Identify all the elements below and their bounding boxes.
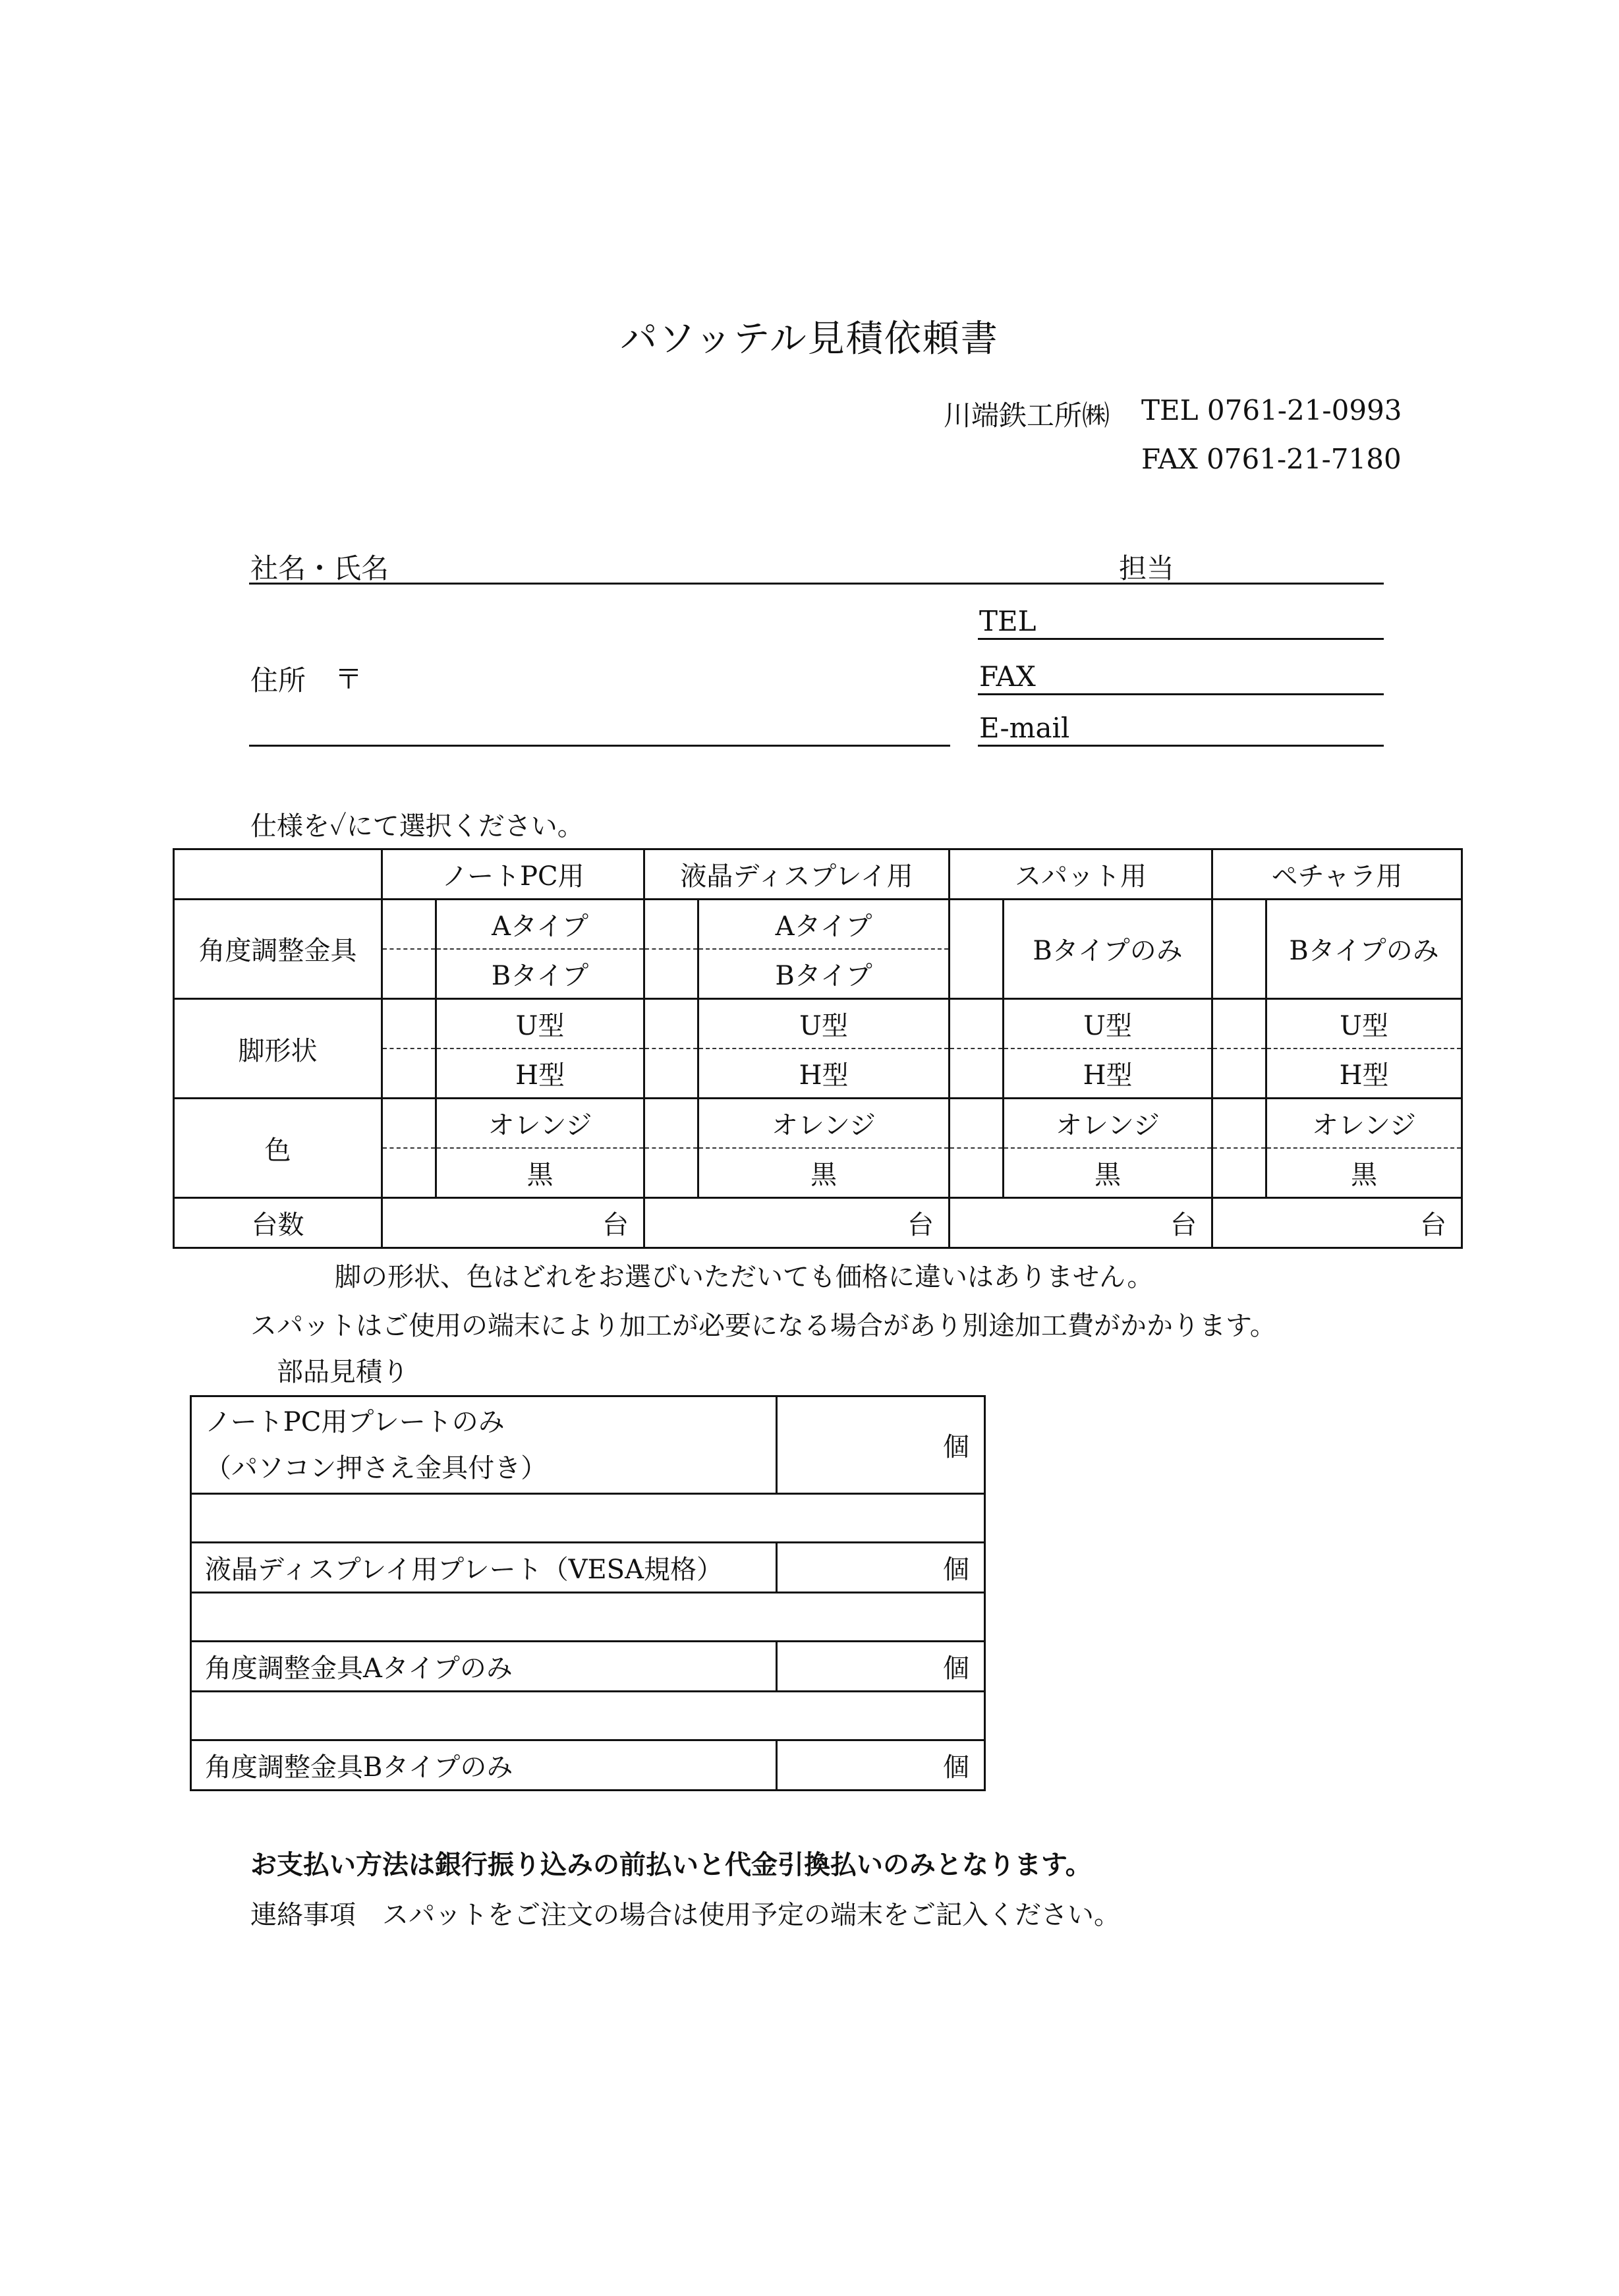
parts-heading: 部品見積り — [277, 1357, 409, 1387]
company-name-field[interactable] — [249, 583, 1384, 585]
checkbox-notepc-h[interactable] — [382, 1048, 436, 1099]
checkbox-lcd-a[interactable] — [644, 899, 698, 949]
row-leg-label: 脚形状 — [174, 998, 382, 1098]
checkbox-lcd-black[interactable] — [644, 1148, 698, 1198]
address-field[interactable] — [249, 745, 950, 747]
checkbox-spat-u[interactable] — [950, 998, 1004, 1048]
checkbox-notepc-orange[interactable] — [382, 1099, 436, 1149]
tel-field[interactable] — [978, 638, 1384, 640]
checkbox-pechara-h[interactable] — [1212, 1048, 1266, 1099]
col-lcd: 液晶ディスプレイ用 — [644, 849, 950, 900]
spat-orange: オレンジ — [1004, 1099, 1212, 1149]
pechara-h: H型 — [1266, 1048, 1462, 1099]
col-notepc: ノートPC用 — [382, 849, 644, 900]
col-spat: スパット用 — [950, 849, 1212, 900]
checkbox-notepc-black[interactable] — [382, 1148, 436, 1198]
checkbox-spat-h[interactable] — [950, 1048, 1004, 1099]
pechara-u: U型 — [1266, 998, 1462, 1048]
qty-notepc[interactable]: 台 — [382, 1198, 644, 1248]
lcd-h: H型 — [698, 1048, 950, 1099]
col-pechara: ペチャラ用 — [1212, 849, 1462, 900]
notepc-b-type: Bタイプ — [436, 949, 644, 999]
notepc-h: H型 — [436, 1048, 644, 1099]
company-name: 川端鉄工所㈱ — [944, 399, 1110, 432]
part-notepc-line1: ノートPC用プレートのみ — [205, 1406, 505, 1437]
company-tel: TEL 0761-21-0993 — [1141, 394, 1402, 426]
postal-mark: 〒 — [335, 663, 363, 695]
pechara-black: 黒 — [1266, 1148, 1462, 1198]
pechara-orange: オレンジ — [1266, 1099, 1462, 1149]
row-qty-label: 台数 — [174, 1198, 382, 1248]
checkbox-pechara-black[interactable] — [1212, 1148, 1266, 1198]
tanto-label: 担当 — [1119, 552, 1175, 585]
notepc-u: U型 — [436, 998, 644, 1048]
spec-header-blank — [174, 849, 382, 900]
payment-note: お支払い方法は銀行振り込みの前払いと代金引換払いのみとなります。 — [250, 1849, 1092, 1880]
spat-black: 黒 — [1004, 1148, 1212, 1198]
row-angle-label: 角度調整金具 — [174, 899, 382, 998]
checkbox-spat-orange[interactable] — [950, 1099, 1004, 1149]
qty-pechara[interactable]: 台 — [1212, 1198, 1462, 1248]
note-2: スパットはご使用の端末により加工が必要になる場合があり別途加工費がかかります。 — [250, 1311, 1276, 1341]
spec-instruction: 仕様を✓にて選択ください。 — [250, 811, 584, 842]
checkbox-lcd-u[interactable] — [644, 998, 698, 1048]
checkbox-pechara-orange[interactable] — [1212, 1099, 1266, 1149]
checkbox-lcd-b[interactable] — [644, 949, 698, 999]
document-title: パソッテル見積依頼書 — [620, 318, 999, 360]
lcd-orange: オレンジ — [698, 1099, 950, 1149]
part-lcd-plate: 液晶ディスプレイ用プレート（VESA規格） — [191, 1543, 777, 1593]
part-angle-a: 角度調整金具Aタイプのみ — [191, 1642, 777, 1692]
checkbox-lcd-h[interactable] — [644, 1048, 698, 1099]
parts-spacer-row — [191, 1692, 985, 1740]
checkbox-notepc-a[interactable] — [382, 899, 436, 949]
qty-lcd[interactable]: 台 — [644, 1198, 950, 1248]
contact-note: 連絡事項 スパットをご注文の場合は使用予定の端末をご記入ください。 — [250, 1900, 1120, 1930]
part-angle-b-qty[interactable]: 個 — [777, 1740, 985, 1791]
lcd-b-type: Bタイプ — [698, 949, 950, 999]
spec-table — [173, 848, 1463, 1249]
checkbox-notepc-u[interactable] — [382, 998, 436, 1048]
address-label: 住所 — [250, 664, 306, 697]
company-name-label: 社名・氏名 — [250, 552, 389, 585]
lcd-black: 黒 — [698, 1148, 950, 1198]
tel-label: TEL — [979, 605, 1037, 637]
lcd-u: U型 — [698, 998, 950, 1048]
spat-u: U型 — [1004, 998, 1212, 1048]
lcd-a-type: Aタイプ — [698, 899, 950, 949]
company-fax: FAX 0761-21-7180 — [1141, 443, 1402, 475]
part-notepc-line2: （パソコン押さえ金具付き） — [205, 1452, 548, 1483]
part-lcd-qty[interactable]: 個 — [777, 1543, 985, 1593]
part-notepc-qty[interactable]: 個 — [777, 1396, 985, 1494]
email-label: E-mail — [979, 712, 1070, 744]
notepc-orange: オレンジ — [436, 1099, 644, 1149]
part-angle-b: 角度調整金具Bタイプのみ — [191, 1740, 777, 1791]
spat-b-only: Bタイプのみ — [1004, 899, 1212, 998]
fax-field[interactable] — [978, 693, 1384, 695]
pechara-b-only: Bタイプのみ — [1266, 899, 1462, 998]
parts-table — [190, 1395, 986, 1791]
qty-spat[interactable]: 台 — [950, 1198, 1212, 1248]
note-1: 脚の形状、色はどれをお選びいただいても価格に違いはありません。 — [335, 1262, 1154, 1292]
row-color-label: 色 — [174, 1099, 382, 1198]
parts-spacer-row — [191, 1494, 985, 1543]
parts-spacer-row — [191, 1593, 985, 1642]
checkbox-spat-black[interactable] — [950, 1148, 1004, 1198]
part-item-notepc — [191, 1396, 777, 1494]
notepc-a-type: Aタイプ — [436, 899, 644, 949]
checkbox-pechara-u[interactable] — [1212, 998, 1266, 1048]
checkbox-notepc-b[interactable] — [382, 949, 436, 999]
email-field[interactable] — [978, 745, 1384, 747]
fax-label: FAX — [979, 660, 1036, 693]
part-angle-a-qty[interactable]: 個 — [777, 1642, 985, 1692]
spat-h: H型 — [1004, 1048, 1212, 1099]
checkbox-lcd-orange[interactable] — [644, 1099, 698, 1149]
checkbox-pechara-b[interactable] — [1212, 899, 1266, 998]
checkbox-spat-b[interactable] — [950, 899, 1004, 998]
notepc-black: 黒 — [436, 1148, 644, 1198]
